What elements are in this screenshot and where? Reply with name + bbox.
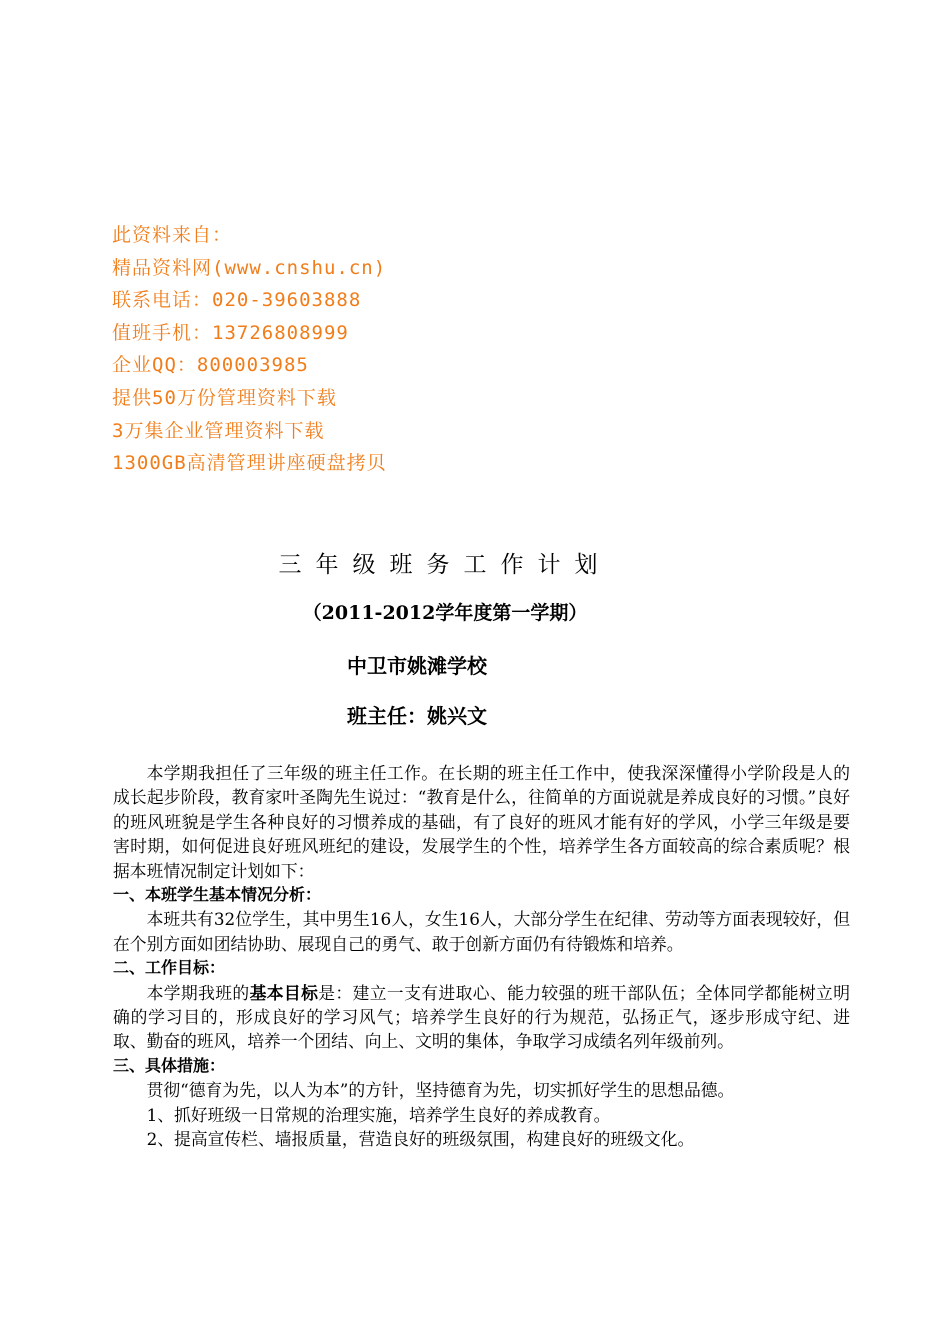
ad-line-offer-1: 提供50万份管理资料下载 bbox=[112, 386, 337, 409]
goals-text-suffix: 是：建立一支有进取心、能力较强的班干部队伍；全体同学都能树立明确的学习目的，形成良好的学习风气；培养学生良好的行为规范，弘扬正气，逐步形成守纪、进取、勤奋的班风，培养一个团结、向上、文明的集体，争取学习成绩名列年级前列。 bbox=[113, 982, 850, 1052]
ad-line-mobile: 值班手机：13726808999 bbox=[112, 321, 349, 344]
section-heading-measures: 三、具体措施： bbox=[113, 1055, 226, 1075]
document-body bbox=[113, 761, 850, 1152]
teacher-name: 班主任：姚兴文 bbox=[347, 704, 487, 728]
document-subtitle: （2011-2012学年度第一学期） bbox=[302, 602, 588, 624]
ad-line-phone: 联系电话：020-39603888 bbox=[112, 289, 362, 312]
goals-paragraph bbox=[113, 981, 850, 1054]
goals-text-prefix: 本学期我班的 bbox=[146, 982, 250, 1003]
measure-item-2: 2、提高宣传栏、墙报质量，营造良好的班级氛围，构建良好的班级文化。 bbox=[146, 1129, 695, 1150]
ad-line-qq: 企业QQ：800003985 bbox=[112, 354, 309, 377]
measures-intro: 贯彻“德育为先，以人为本”的方针，坚持德育为先，切实抓好学生的思想品德。 bbox=[146, 1080, 735, 1101]
measure-item-1: 1、抓好班级一日常规的治理实施，培养学生良好的养成教育。 bbox=[146, 1104, 611, 1125]
section-heading-situation: 一、本班学生基本情况分析： bbox=[113, 885, 322, 905]
intro-paragraph: 本学期我担任了三年级的班主任工作。在长期的班主任工作中，使我深深懂得小学阶段是人的成长起步阶段，教育家叶圣陶先生说过：“教育是什么，往简单的方面说就是养成良好的习惯。”良好的班风班貌是学生各种良好的习惯养成的基础，有了良好的班风才能有好的学风，小学三年级是要害时期，如何促进良好班风班纪的建设，发展学生的个性，培养学生各方面较高的综合素质呢？根据本班情况制定计划如下： bbox=[113, 763, 850, 881]
school-name: 中卫市姚滩学校 bbox=[347, 654, 487, 678]
ad-line-offer-3: 1300GB高清管理讲座硬盘拷贝 bbox=[112, 452, 387, 475]
ad-line-offer-2: 3万集企业管理资料下载 bbox=[112, 419, 325, 442]
goals-text-bold: 基本目标 bbox=[249, 982, 319, 1003]
ad-line-source: 此资料来自： bbox=[112, 224, 233, 246]
document-title: 三年级班务工作计划 bbox=[278, 552, 612, 578]
source-ad-block bbox=[112, 219, 712, 480]
situation-paragraph: 本班共有32位学生，其中男生16人，女生16人，大部分学生在纪律、劳动等方面表现较好，但在个别方面如团结协助、展现自己的勇气、敢于创新方面仍有待锻炼和培养。 bbox=[113, 909, 850, 954]
ad-line-website: 精品资料网(www.cnshu.cn) bbox=[112, 256, 387, 279]
section-heading-goals: 二、工作目标： bbox=[113, 958, 226, 978]
